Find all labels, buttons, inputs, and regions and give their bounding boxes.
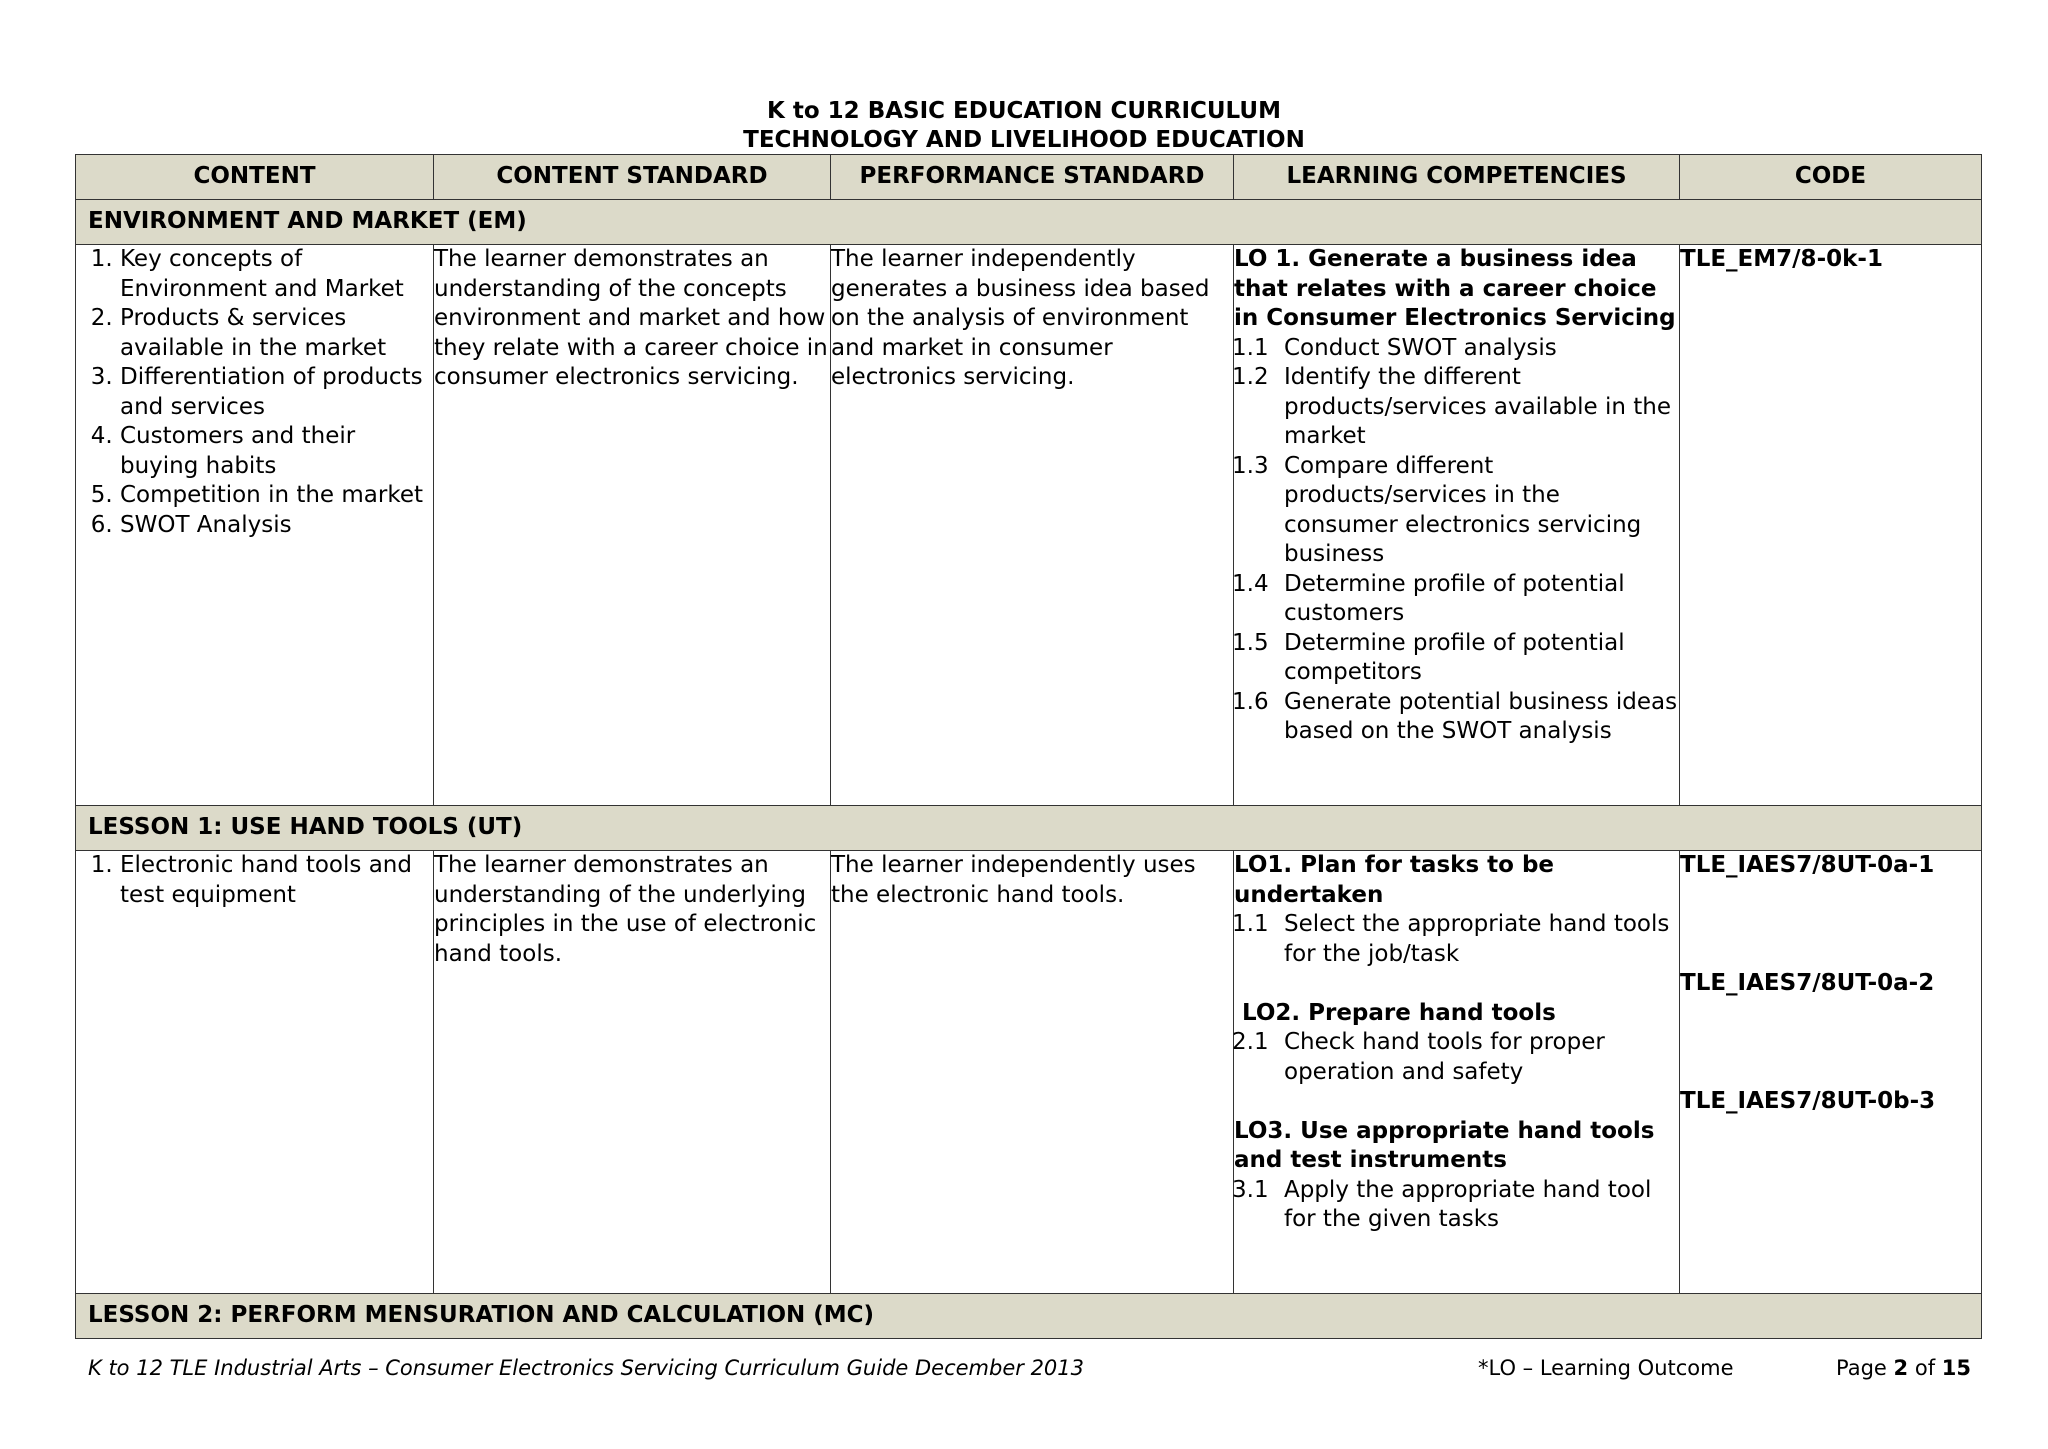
learning-outcome-title: LO 1. Generate a business idea that relates with a career choice in Consumer Electronics Servicing xyxy=(1234,246,1676,331)
section-title: LESSON 2: PERFORM MENSURATION AND CALCULATION (MC) xyxy=(76,1294,1982,1339)
page-of: of xyxy=(1914,1356,1936,1380)
learning-competencies-cell xyxy=(1234,851,1680,1294)
list-item: 6. SWOT Analysis xyxy=(120,511,433,541)
performance-standard-cell: The learner independently generates a business idea based on the analysis of environment and market in consumer electronics servicing. xyxy=(831,245,1234,806)
competency-item xyxy=(1234,1176,1679,1235)
spacer xyxy=(1680,940,1981,970)
code-cell xyxy=(1680,245,1982,806)
table-row xyxy=(76,245,1982,806)
section-header-row xyxy=(76,200,1982,245)
competency-text: Determine profile of potential competitors xyxy=(1284,629,1625,685)
competency-item xyxy=(1234,334,1679,364)
competency-text: Check hand tools for proper operation and safety xyxy=(1284,1029,1605,1085)
competency-number: 1.3 xyxy=(1232,452,1269,479)
list-item: 5. Competition in the market xyxy=(120,481,433,511)
section-title: LESSON 1: USE HAND TOOLS (UT) xyxy=(76,806,1982,851)
column-header-code: CODE xyxy=(1680,155,1982,200)
content-list xyxy=(76,851,433,910)
footer-guide-title: K to 12 TLE Industrial Arts – Consumer Electronics Servicing Curriculum Guide December 2013 xyxy=(88,1356,1085,1380)
competency-text: Identify the different products/services available in the market xyxy=(1284,364,1672,449)
competency-number: 1.1 xyxy=(1232,334,1269,361)
learning-outcome-title: LO1. Plan for tasks to be undertaken xyxy=(1234,852,1555,908)
competency-item xyxy=(1234,1028,1679,1087)
competency-item xyxy=(1234,688,1679,747)
column-header-performance-standard: PERFORMANCE STANDARD xyxy=(831,155,1234,200)
content-standard-cell: The learner demonstrates an understanding of the underlying principles in the use of electronic hand tools. xyxy=(434,851,831,1294)
competency-text: Determine profile of potential customers xyxy=(1284,570,1625,626)
competency-item xyxy=(1234,363,1679,452)
column-header-learning-competencies: LEARNING COMPETENCIES xyxy=(1234,155,1680,200)
list-item: 2. Products & services available in the market xyxy=(120,304,433,363)
page-prefix: Page xyxy=(1836,1356,1887,1380)
document-subtitle: TECHNOLOGY AND LIVELIHOOD EDUCATION xyxy=(743,127,1305,153)
competency-text: Generate potential business ideas based on the SWOT analysis xyxy=(1284,688,1678,744)
competency-code: TLE_EM7/8-0k-1 xyxy=(1680,246,1883,272)
section-header-row xyxy=(76,1294,1982,1339)
competency-number: 2.1 xyxy=(1232,1029,1269,1055)
section-title: ENVIRONMENT AND MARKET (EM) xyxy=(76,200,1982,245)
competency-number: 3.1 xyxy=(1232,1176,1269,1203)
spacer xyxy=(1680,1028,1981,1058)
performance-standard-cell: The learner independently uses the electronic hand tools. xyxy=(831,851,1234,1294)
list-item: 1. Electronic hand tools and test equipment xyxy=(120,851,433,910)
competency-text: Conduct SWOT analysis xyxy=(1284,334,1557,361)
competency-text: Apply the appropriate hand tool for the given tasks xyxy=(1284,1176,1652,1232)
list-item: 4. Customers and their buying habits xyxy=(120,422,433,481)
document-title: K to 12 BASIC EDUCATION CURRICULUM xyxy=(767,98,1281,124)
competency-item xyxy=(1234,629,1679,688)
spacer xyxy=(1680,1058,1981,1088)
competency-number: 1.5 xyxy=(1232,629,1269,656)
content-cell xyxy=(76,245,434,806)
list-item: 1. Key concepts of Environment and Market xyxy=(120,245,433,304)
spacer xyxy=(1680,910,1981,940)
page-number xyxy=(1836,1355,1971,1381)
competency-number: 1.6 xyxy=(1232,688,1269,715)
content-cell xyxy=(76,851,434,1294)
content-list xyxy=(76,245,433,540)
competency-item xyxy=(1234,910,1679,969)
competency-item xyxy=(1234,570,1679,629)
learning-outcome-title: LO2. Prepare hand tools xyxy=(1242,999,1556,1026)
competency-item xyxy=(1234,452,1679,570)
competency-number: 1.2 xyxy=(1232,364,1269,390)
competency-code: TLE_IAES7/8UT-0b-3 xyxy=(1680,1088,1936,1114)
spacer xyxy=(1680,881,1981,911)
spacer xyxy=(1234,1087,1679,1117)
code-cell xyxy=(1680,851,1982,1294)
content-standard-cell: The learner demonstrates an understanding of the concepts environment and market and how they relate with a career choice in consumer electronics servicing. xyxy=(434,245,831,806)
curriculum-table xyxy=(75,154,1982,1339)
column-header-content: CONTENT xyxy=(76,155,434,200)
spacer xyxy=(1234,969,1679,999)
page-current: 2 xyxy=(1893,1356,1909,1380)
learning-outcome-title: LO3. Use appropriate hand tools and test instruments xyxy=(1234,1117,1655,1173)
page-total: 15 xyxy=(1941,1356,1972,1380)
competency-code: TLE_IAES7/8UT-0a-1 xyxy=(1680,852,1935,878)
competency-number: 1.1 xyxy=(1232,911,1269,937)
competency-code: TLE_IAES7/8UT-0a-2 xyxy=(1680,970,1935,996)
learning-competencies-cell xyxy=(1234,245,1680,806)
column-header-content-standard: CONTENT STANDARD xyxy=(434,155,831,200)
competency-text: Select the appropriate hand tools for the job/task xyxy=(1284,911,1670,967)
list-item: 3. Differentiation of products and services xyxy=(120,363,433,422)
competency-number: 1.4 xyxy=(1232,570,1269,597)
table-header-row xyxy=(76,155,1982,200)
section-header-row xyxy=(76,806,1982,851)
footer-lo-note: *LO – Learning Outcome xyxy=(1478,1356,1734,1380)
competency-text: Compare different products/services in the consumer electronics servicing business xyxy=(1284,452,1642,567)
table-row xyxy=(76,851,1982,1294)
spacer xyxy=(1680,999,1981,1029)
